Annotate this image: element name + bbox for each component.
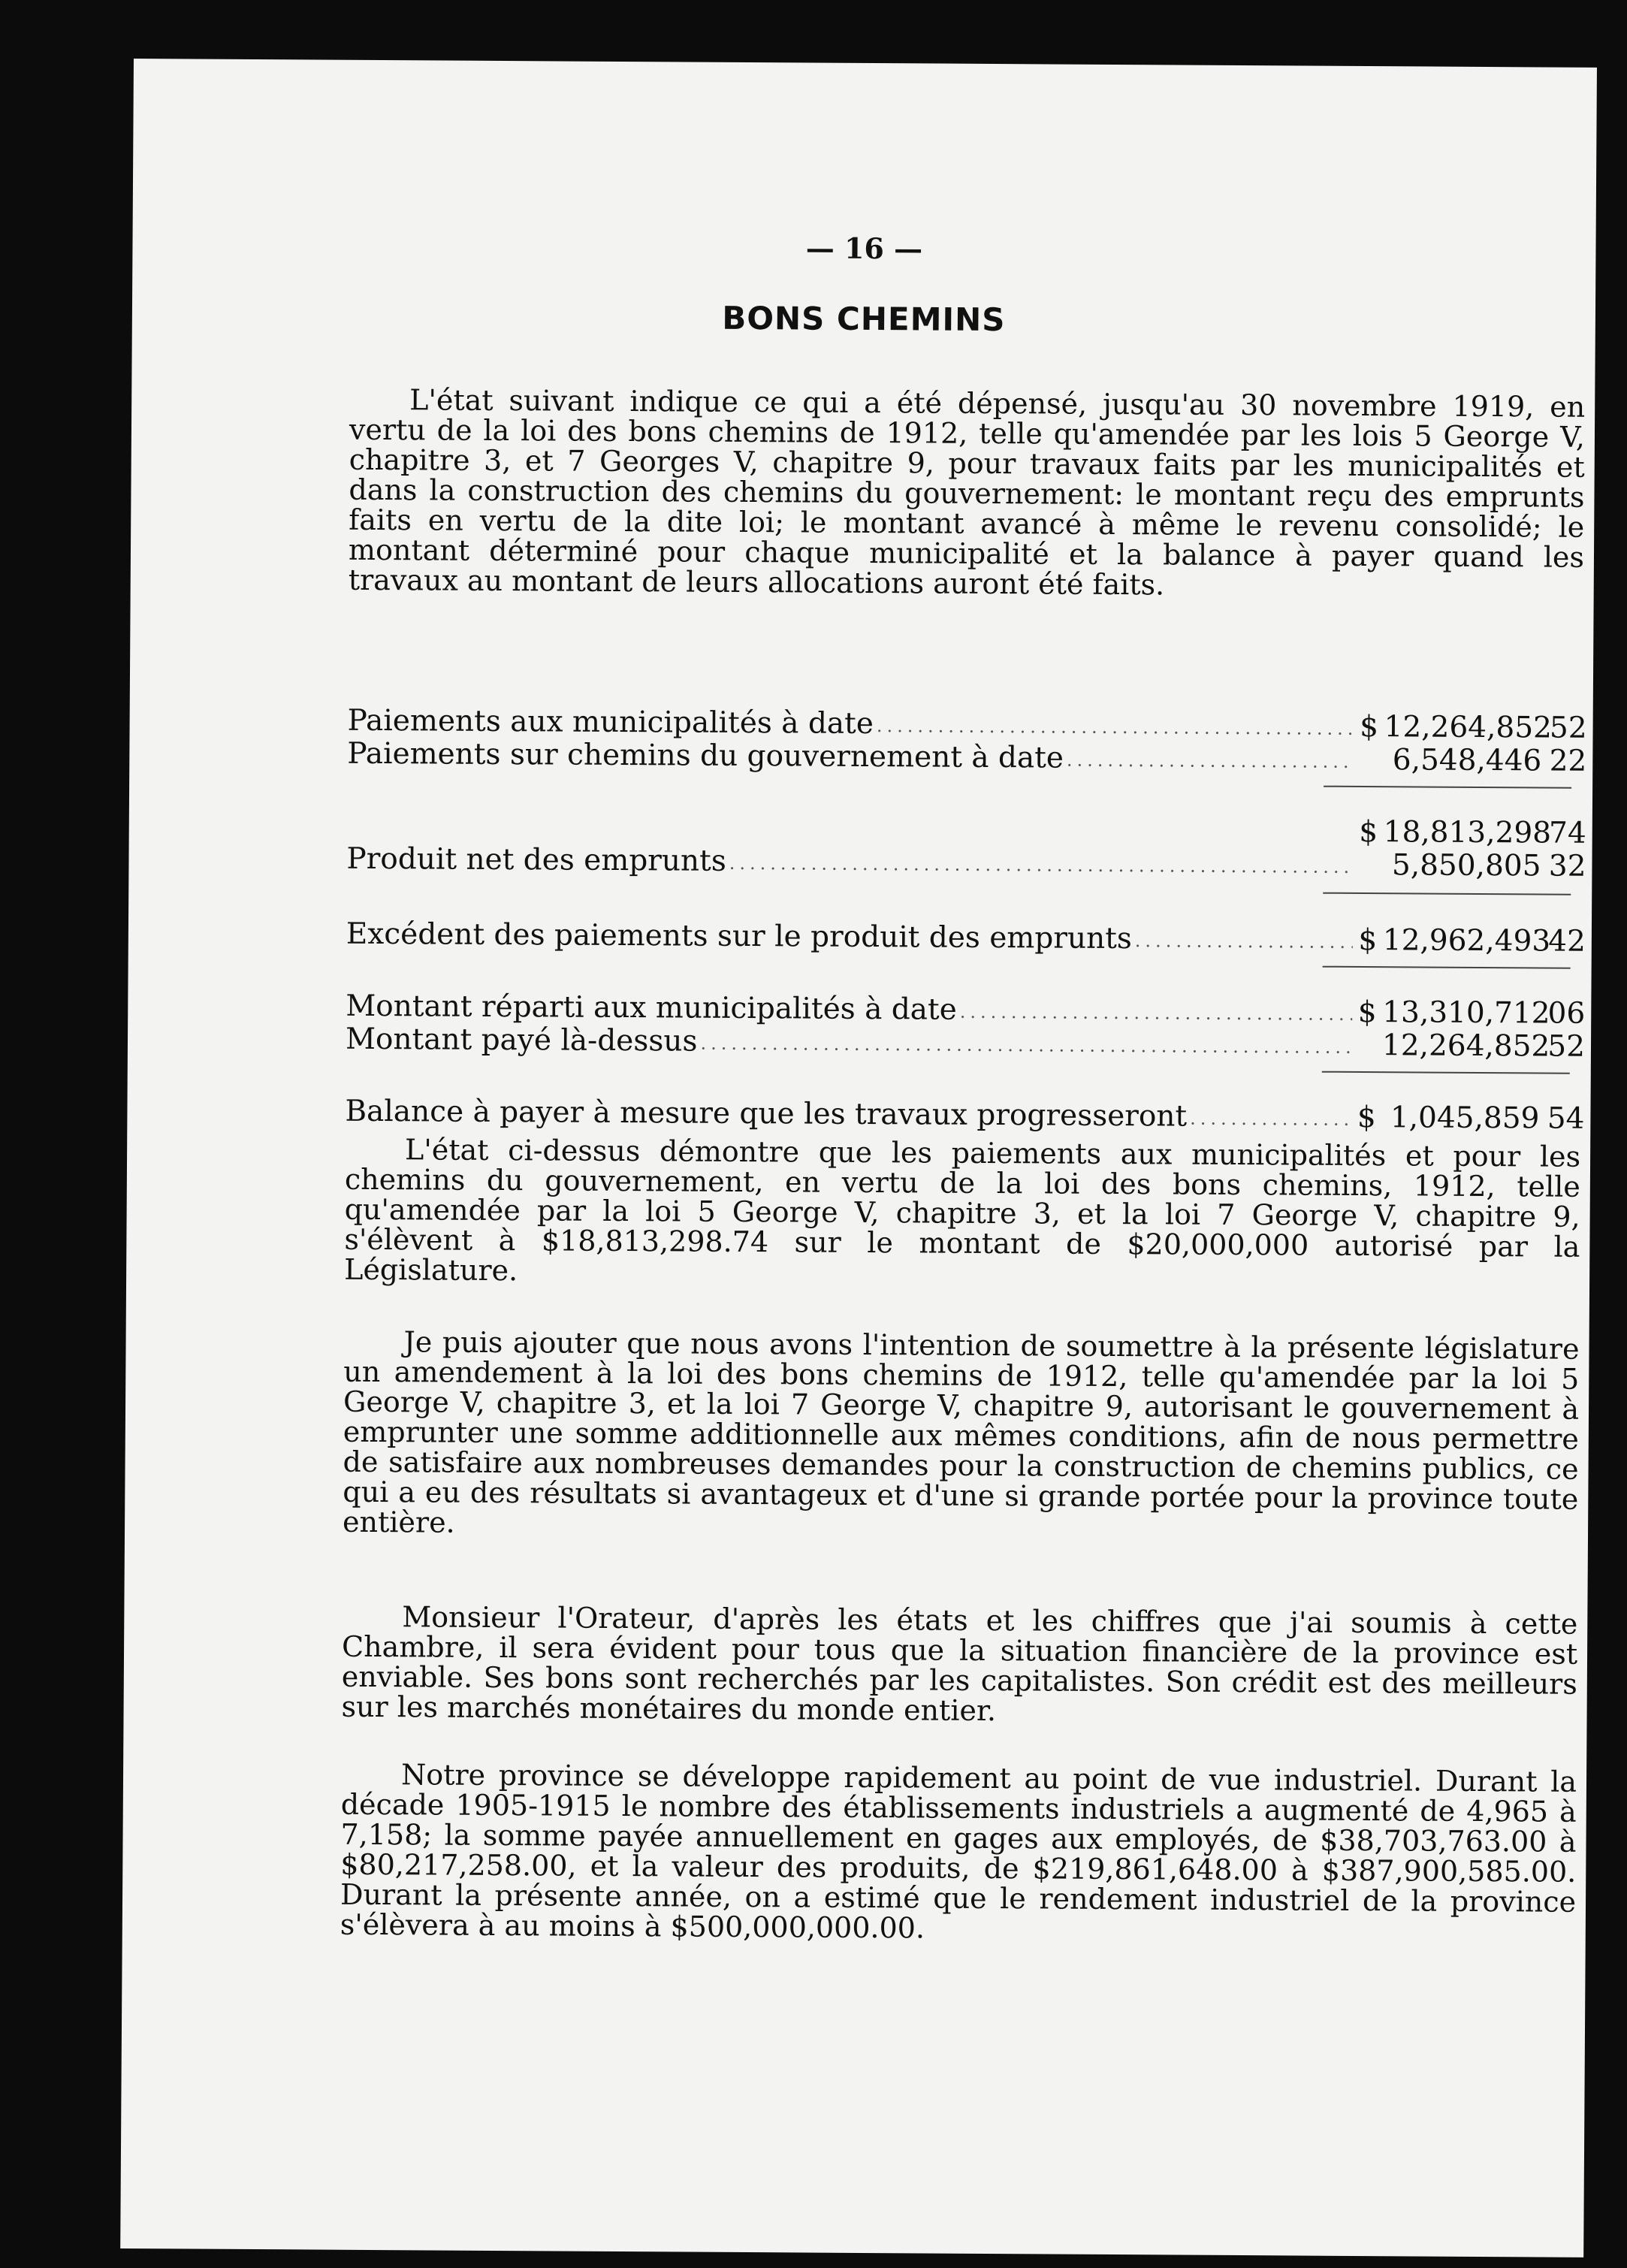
row-label: Paiements sur chemins du gouvernement à date	[347, 736, 1064, 775]
row-currency: $	[1357, 995, 1377, 1030]
row-amount: 12,264,852	[1381, 1028, 1550, 1064]
paragraph-industrial-development: Notre province se développe rapidement au point de vue industriel. Durant la décade 1905-1915 le nombre des établissements industriels a augmenté de 4,965 à 7,158; la somme payée annuellement en gages aux employés, de $38,703,763.00 à $80,217,258.00, et la valeur des produits, de $219,861,648.00 à $387,900,585.00. Durant la présente année, on a estimé que le rendement industriel de la province s'élèvera à au moins à $500,000,000.00.	[340, 1758, 1577, 1945]
row-amount: 6,548,446	[1392, 743, 1542, 778]
row-cents: 52	[1547, 1029, 1586, 1064]
sum-rule	[1322, 1071, 1570, 1074]
paragraph-statement-summary: L'état ci-dessus démontre que les paiements aux municipalités et pour les chemins du gouvernement, en vertu de la loi des bons chemins, 1912, telle qu'amendée par la loi 5 George V, chapitre 3, et la loi 7 George V, chapitre 9, s'élèvent à $18,813,298.74 sur le montant de $20,000,000 autorisé par la Législature.	[344, 1133, 1581, 1288]
row-cents: 42	[1548, 924, 1586, 959]
sum-rule	[1324, 786, 1571, 789]
row-amount: 13,310,712	[1382, 995, 1550, 1031]
row-currency: $	[1360, 709, 1379, 744]
paragraph-amendment: Je puis ajouter que nous avons l'intention de soumettre à la présente législature un amendement à la loi des bons chemins de 1912, telle qu'amendée par la loi 5 George V, chapitre 3, et la loi 7 George V, chapitre 9, autorisant le gouvernement à emprunter une somme additionnelle aux mêmes conditions, afin de nous permettre de satisfaire aux nombreuses demandes pour la construction de chemins publics, ce qui a eu des résultats si avantageux et d'une si grande portée pour la province toute entière.	[342, 1325, 1580, 1539]
row-currency: $	[1357, 1100, 1376, 1135]
row-label: Excédent des paiements sur le produit des emprunts	[346, 917, 1133, 956]
row-cents: 52	[1549, 711, 1587, 745]
sum-rule	[1323, 892, 1571, 895]
statement-row	[347, 738, 1586, 778]
leader-dots	[957, 1001, 1353, 1029]
row-cents: 54	[1547, 1101, 1585, 1136]
row-label: Montant réparti aux municipalités à date	[346, 989, 957, 1027]
row-label: Produit net des emprunts	[346, 841, 726, 878]
sum-rule	[1323, 966, 1571, 969]
row-amount: 1,045,859	[1390, 1101, 1540, 1136]
leader-dots	[1064, 750, 1354, 777]
statement-row	[345, 1095, 1584, 1136]
row-amount: 12,962,493	[1382, 923, 1551, 959]
row-amount: 12,264,852	[1384, 710, 1553, 745]
leader-dots	[1187, 1108, 1351, 1134]
row-amount: 5,850,805	[1391, 848, 1541, 883]
statement-row	[346, 918, 1586, 959]
row-cents: 22	[1549, 744, 1587, 778]
leader-dots	[697, 1033, 1352, 1062]
document-page	[120, 59, 1597, 2257]
row-cents: 32	[1548, 849, 1586, 883]
row-label: Balance à payer à mesure que les travaux progresseront	[345, 1094, 1188, 1134]
row-cents: 06	[1547, 996, 1586, 1031]
intro-paragraph: L'état suivant indique ce qui a été dépensé, jusqu'au 30 novembre 1919, en vertu de la loi des bons chemins de 1912, telle qu'amendée par les lois 5 George V, chapitre 3, et 7 Georges V, chapitre 9, pour travaux faits par les municipalités et dans la construction des chemins du gouvernement: le montant reçu des emprunts faits en vertu de la dite loi; le montant avancé à même le revenu consolidé; le montant déterminé pour chaque municipalité et la balance à payer quand les travaux au montant de leurs allocations auront été faits.	[348, 383, 1586, 602]
statement-row	[346, 843, 1586, 883]
leader-dots	[874, 715, 1354, 744]
leader-dots	[726, 853, 1354, 882]
statement-row	[346, 1023, 1585, 1064]
page-number: — 16 —	[805, 231, 923, 266]
row-label: Paiements aux municipalités à date	[347, 703, 874, 741]
paragraph-financial-situation: Monsieur l'Orateur, d'après les états et les chiffres que j'ai soumis à cette Chambre, il sera évident pour tous que la situation financière de la province est enviable. Ses bons sont recherchés par les capitalistes. Son crédit est des meilleurs sur les marchés monétaires du monde entier.	[341, 1600, 1578, 1728]
row-currency: $	[1358, 923, 1378, 958]
row-currency: $	[1359, 814, 1378, 850]
leader-dots	[1132, 930, 1353, 957]
row-cents: 74	[1548, 816, 1586, 850]
row-amount: 18,813,298	[1383, 815, 1552, 850]
row-label: Montant payé là-dessus	[345, 1022, 698, 1059]
section-title: BONS CHEMINS	[722, 299, 1006, 339]
